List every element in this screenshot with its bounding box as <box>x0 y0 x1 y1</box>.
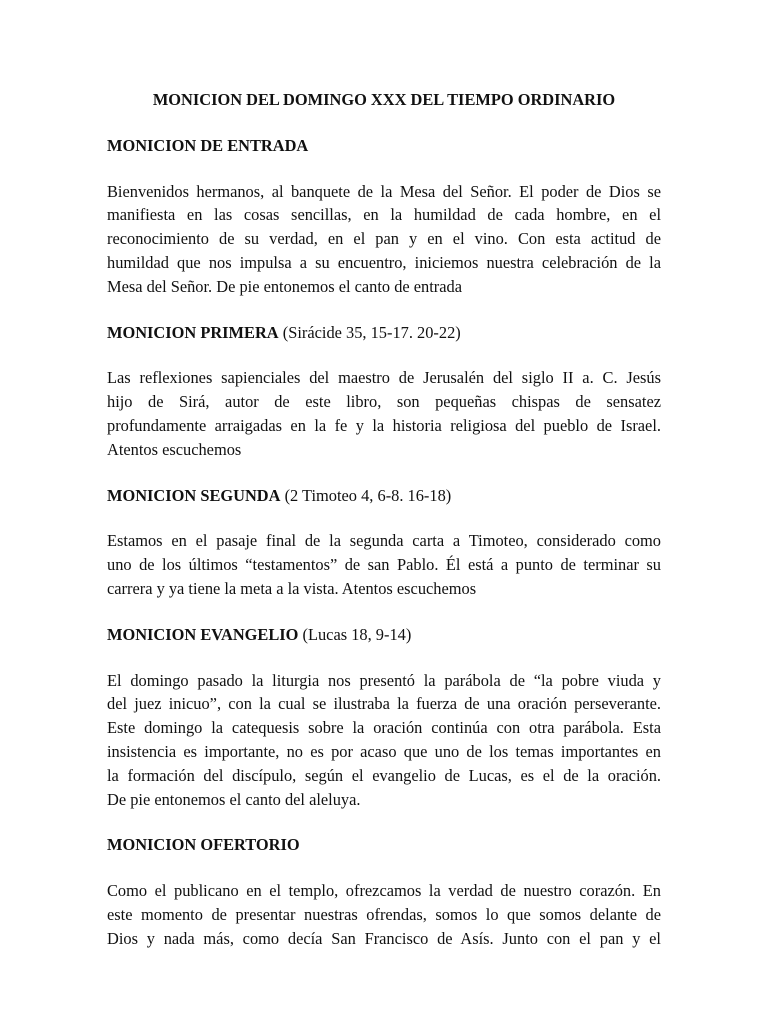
paragraph-line: Atentos escuchemos <box>107 439 242 459</box>
paragraph-line: Bienvenidos hermanos, al banquete de la Mesa del Señor. El poder de Dios se <box>107 181 661 201</box>
section-heading-label: MONICION PRIMERA <box>107 322 279 342</box>
paragraph-line: El domingo pasado la liturgia nos presentó la parábola de “la pobre viuda y <box>107 670 661 690</box>
section-paragraph-evangelio <box>107 669 661 812</box>
paragraph-line: Dios y nada más, como decía San Francisco de Asís. Junto con el pan y el <box>107 928 661 948</box>
section-heading-label: MONICION EVANGELIO <box>107 624 299 644</box>
paragraph-line: Este domingo la catequesis sobre la oración continúa con otra parábola. Esta <box>107 718 661 738</box>
paragraph-line: profundamente arraigadas en la fe y la historia religiosa del pueblo de Israel. <box>107 415 661 435</box>
paragraph-line: manifiesta en las cosas sencillas, en la humildad de cada hombre, en el <box>107 205 661 225</box>
section-paragraph-primera <box>107 366 661 461</box>
document-title: MONICION DEL DOMINGO XXX DEL TIEMPO ORDINARIO <box>152 90 616 109</box>
section-paragraph-ofertorio <box>107 879 661 950</box>
paragraph-line: hijo de Sirá, autor de este libro, son pequeñas chispas de sensatez <box>107 392 661 412</box>
section-paragraph-entrada <box>107 180 661 299</box>
paragraph-line: la formación del discípulo, según el evangelio de Lucas, es el de la oración. <box>107 765 661 785</box>
section-heading-primera <box>107 321 661 345</box>
paragraph-line: Las reflexiones sapienciales del maestro de Jerusalén del siglo II a. C. Jesús <box>107 368 661 388</box>
section-heading-label: MONICION DE ENTRADA <box>107 135 309 155</box>
section-reference: (Sirácide 35, 15-17. 20-22) <box>282 322 461 342</box>
paragraph-line: De pie entonemos el canto del aleluya. <box>107 789 361 809</box>
section-reference: (2 Timoteo 4, 6-8. 16-18) <box>284 485 452 505</box>
paragraph-line: humildad que nos impulsa a su encuentro, iniciemos nuestra celebración de la <box>107 252 661 272</box>
paragraph-line: este momento de presentar nuestras ofrendas, somos lo que somos delante de <box>107 904 661 924</box>
section-paragraph-segunda <box>107 529 661 600</box>
section-heading-segunda <box>107 484 661 508</box>
paragraph-line: Como el publicano en el templo, ofrezcamos la verdad de nuestro corazón. En <box>107 881 661 901</box>
section-reference: (Lucas 18, 9-14) <box>302 624 412 644</box>
paragraph-line: uno de los últimos “testamentos” de san Pablo. Él está a punto de terminar su <box>107 555 661 575</box>
section-heading-ofertorio <box>107 833 661 857</box>
document-page <box>107 88 661 973</box>
section-heading-evangelio <box>107 623 661 647</box>
paragraph-line: insistencia es importante, no es por acaso que uno de los temas importantes en <box>107 741 661 761</box>
paragraph-line: Estamos en el pasaje final de la segunda carta a Timoteo, considerado como <box>107 531 661 551</box>
paragraph-line: reconocimiento de su verdad, en el pan y en el vino. Con esta actitud de <box>107 229 661 249</box>
paragraph-line: Mesa del Señor. De pie entonemos el canto de entrada <box>107 276 463 296</box>
paragraph-line: carrera y ya tiene la meta a la vista. Atentos escuchemos <box>107 578 477 598</box>
section-heading-label: MONICION OFERTORIO <box>107 835 300 855</box>
paragraph-line: del juez inicuo”, con la cual se ilustraba la fuerza de una oración perseverante. <box>107 694 661 714</box>
section-heading-entrada <box>107 134 661 158</box>
section-heading-label: MONICION SEGUNDA <box>107 485 281 505</box>
